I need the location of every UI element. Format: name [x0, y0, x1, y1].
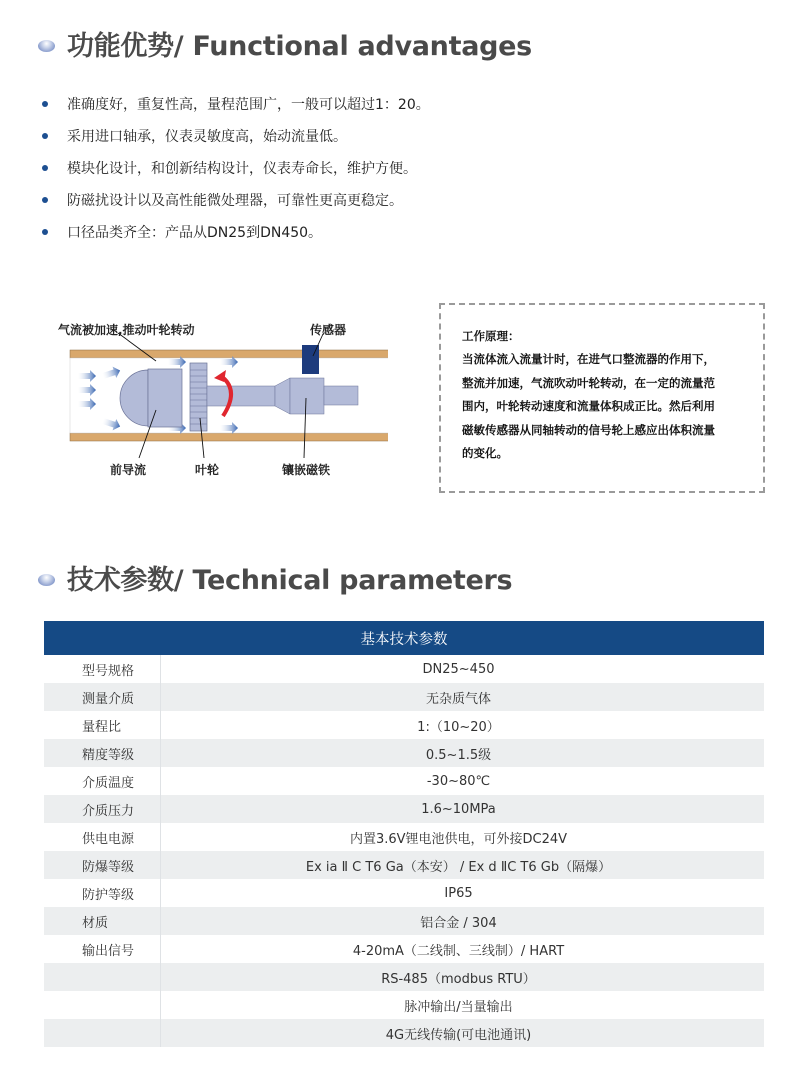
row-label	[44, 1019, 161, 1047]
row-value: 0.5~1.5级	[425, 747, 492, 763]
principle-line: 围内，叶轮转动速度和流量体积成正比。然后利用	[462, 399, 715, 413]
row-label: 量程比	[44, 711, 161, 739]
row-label: 材质	[44, 907, 161, 935]
table-row	[44, 795, 764, 823]
flowmeter-cross-section-icon	[58, 318, 388, 483]
principle-line: 当流体流入流量计时，在进气口整流器的作用下，	[462, 352, 715, 366]
row-value: Ex ia Ⅱ C T6 Ga（本安） / Ex d ⅡC T6 Gb（隔爆）	[305, 859, 612, 875]
bullet-sphere-icon	[38, 574, 55, 586]
table-row	[44, 879, 764, 907]
list-item	[42, 88, 430, 120]
row-label: 精度等级	[44, 739, 161, 767]
bullet-dot-icon	[42, 101, 48, 107]
table-row	[44, 739, 764, 767]
row-label: 防爆等级	[44, 851, 161, 879]
label-magnet: 镶嵌磁铁	[282, 463, 331, 477]
principle-line: 的变化。	[462, 446, 508, 460]
row-label: 型号规格	[44, 655, 161, 683]
table-row	[44, 935, 764, 963]
list-item-text: 采用进口轴承，仪表灵敏度高，始动流量低。	[67, 129, 347, 145]
row-value: DN25~450	[422, 661, 495, 677]
section-title-text: 功能优势/ Functional advantages	[67, 31, 532, 62]
row-value: -30~80℃	[426, 773, 491, 789]
list-item	[42, 216, 430, 248]
list-item-text: 口径品类齐全：产品从DN25到DN450。	[67, 225, 323, 241]
principle-line: 磁敏传感器从同轴转动的信号轮上感应出体积流量	[462, 422, 715, 437]
table-row	[44, 711, 764, 739]
row-value: 4G无线传输(可电池通讯)	[385, 1027, 532, 1043]
table-row	[44, 683, 764, 711]
section-title-technical-parameters	[38, 558, 512, 597]
table-header: 基本技术参数	[44, 621, 764, 655]
table-row	[44, 1019, 764, 1047]
row-label: 介质温度	[44, 767, 161, 795]
principle-body	[462, 348, 743, 466]
table-body	[44, 655, 764, 1047]
row-value: 内置3.6V锂电池供电，可外接DC24V	[349, 831, 568, 847]
label-airflow: 气流被加速,推动叶轮转动	[58, 323, 195, 337]
label-impeller: 叶轮	[195, 463, 220, 477]
table-row	[44, 767, 764, 795]
bullet-dot-icon	[42, 133, 48, 139]
section-title-functional-advantages	[38, 24, 532, 63]
row-value: 1:（10~20）	[417, 719, 500, 735]
row-label: 测量介质	[44, 683, 161, 711]
label-front-guide: 前导流	[110, 463, 147, 477]
row-value: 无杂质气体	[425, 691, 491, 707]
row-value: 4-20mA（二线制、三线制）/ HART	[352, 943, 565, 959]
row-label	[44, 963, 161, 991]
section-title-text: 技术参数/ Technical parameters	[67, 565, 513, 596]
list-item	[42, 152, 430, 184]
row-label: 供电电源	[44, 823, 161, 851]
bullet-dot-icon	[42, 197, 48, 203]
spec-table	[44, 621, 764, 1047]
table-row	[44, 991, 764, 1019]
table-row	[44, 823, 764, 851]
row-value: 铝合金 / 304	[420, 915, 497, 931]
bullet-dot-icon	[42, 165, 48, 171]
bullet-dot-icon	[42, 229, 48, 235]
row-label: 介质压力	[44, 795, 161, 823]
list-item-text: 模块化设计，和创新结构设计，仪表寿命长，维护方便。	[67, 161, 417, 177]
working-principle-box	[439, 303, 765, 493]
row-label: 防护等级	[44, 879, 161, 907]
list-item	[42, 120, 430, 152]
table-row	[44, 907, 764, 935]
row-value: IP65	[444, 885, 473, 901]
list-item	[42, 184, 430, 216]
table-row	[44, 851, 764, 879]
table-row	[44, 655, 764, 683]
list-item-text: 准确度好，重复性高，量程范围广，一般可以超过1：20。	[67, 97, 430, 113]
principle-line: 整流并加速，气流吹动叶轮转动，在一定的流量范	[462, 375, 715, 390]
row-value: 脉冲输出/当量输出	[404, 999, 513, 1015]
row-value: 1.6~10MPa	[421, 801, 496, 817]
table-row	[44, 963, 764, 991]
row-label: 输出信号	[44, 935, 161, 963]
flowmeter-diagram	[58, 318, 388, 483]
bullet-sphere-icon	[38, 40, 55, 52]
principle-title: 工作原理：	[462, 329, 520, 343]
list-item-text: 防磁扰设计以及高性能微处理器，可靠性更高更稳定。	[67, 193, 403, 209]
label-sensor: 传感器	[310, 323, 347, 337]
row-value: RS-485（modbus RTU）	[381, 971, 536, 987]
advantages-list	[42, 88, 430, 248]
row-label	[44, 991, 161, 1019]
